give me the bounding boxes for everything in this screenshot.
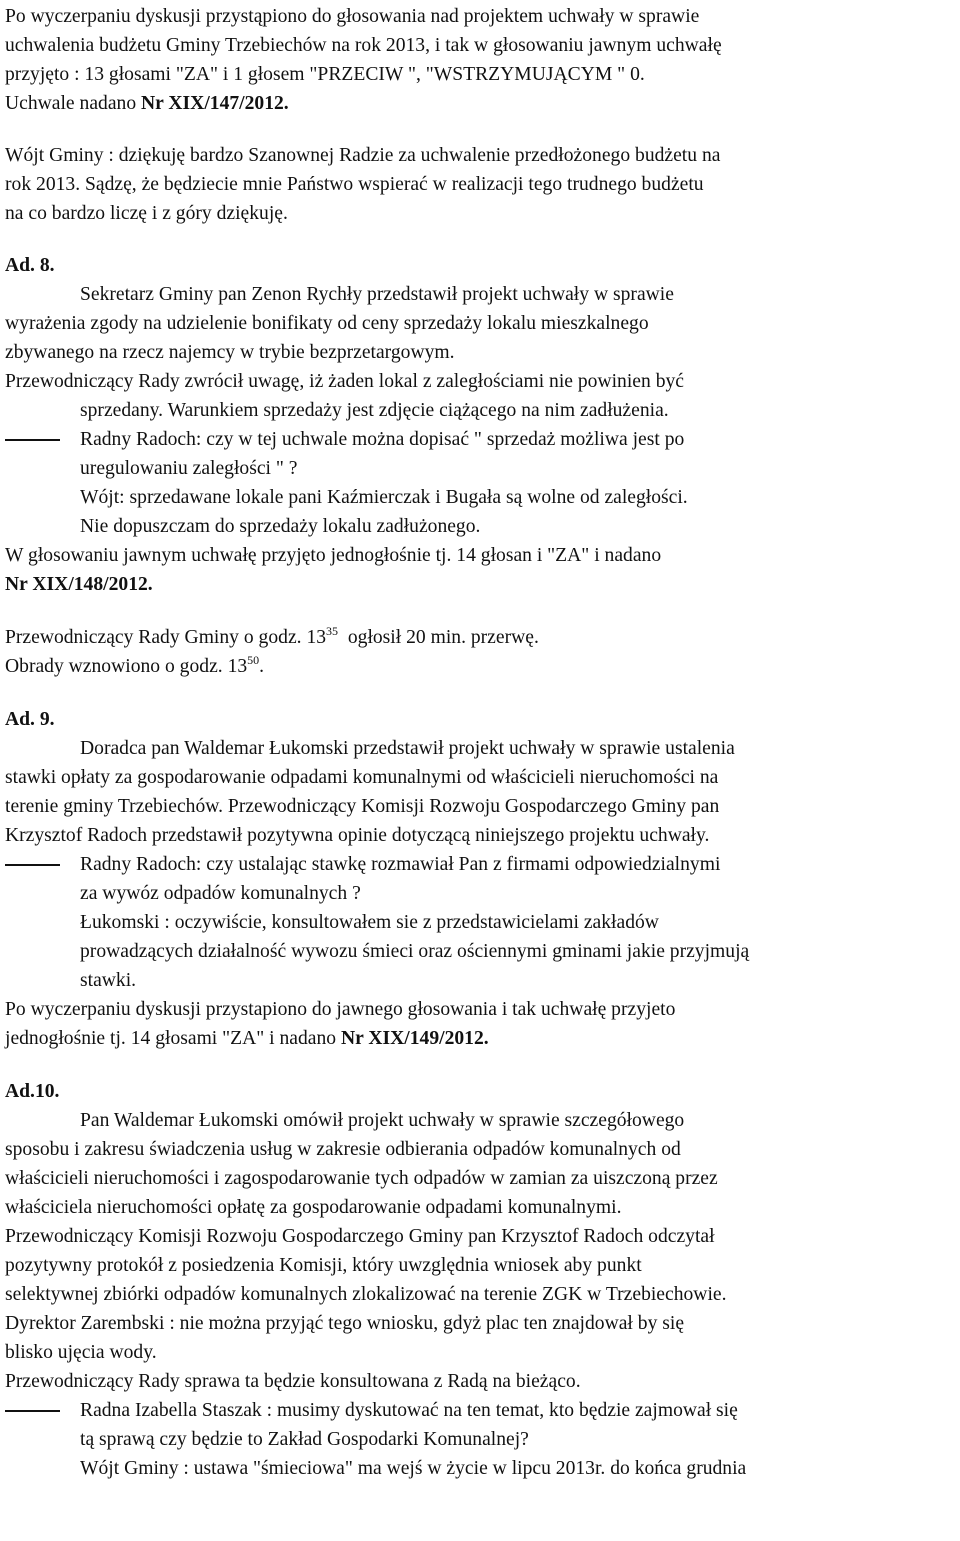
text-line bbox=[5, 623, 960, 652]
superscript-minutes: 50 bbox=[247, 653, 260, 667]
text-line: na co bardzo liczę i z góry dziękuję. bbox=[5, 203, 288, 224]
text-line: za wywóz odpadów komunalnych ? bbox=[80, 883, 361, 904]
text-line: Krzysztof Radoch przedstawił pozytywna opinie dotyczącą niniejszego projektu uchwały. bbox=[5, 825, 710, 846]
text-line: Wójt Gminy : ustawa "śmieciowa" ma wejś w życie w lipcu 2013r. do końca grudnia bbox=[80, 1458, 747, 1479]
text-line: Dyrektor Zarembski : nie można przyjąć tego wniosku, gdyż plac ten znajdował by się bbox=[5, 1313, 685, 1334]
text-line: terenie gminy Trzebiechów. Przewodniczący Komisji Rozwoju Gospodarczego Gminy pan bbox=[5, 796, 720, 817]
text-line: Po wyczerpaniu dyskusji przystąpiono do głosowania nad projektem uchwały w sprawie bbox=[5, 6, 700, 27]
text-line: właściciela nieruchomości opłatę za gospodarowanie odpadami komunalnymi. bbox=[5, 1197, 622, 1218]
text-line bbox=[5, 652, 960, 681]
text-run: Radny Radoch: czy w tej uchwale można dopisać " sprzedaż możliwa jest po bbox=[80, 429, 685, 450]
text-run: jednogłośnie tj. 14 głosami "ZA" i nadano bbox=[5, 1028, 341, 1049]
text-line: Przewodniczący Komisji Rozwoju Gospodarczego Gminy pan Krzysztof Radoch odczytał bbox=[5, 1226, 715, 1247]
text-line: sprzedany. Warunkiem sprzedaży jest zdjęcie ciążącego na nim zadłużenia. bbox=[80, 400, 669, 421]
text-line: Sekretarz Gminy pan Zenon Rychły przedstawił projekt uchwały w sprawie bbox=[80, 284, 674, 305]
text-run: Przewodniczący Rady Gminy o godz. 13 bbox=[5, 627, 327, 648]
text-run: Uchwale nadano bbox=[5, 93, 142, 114]
paragraph-break-notice bbox=[5, 623, 960, 681]
text-line bbox=[5, 1024, 960, 1053]
text-line: Przewodniczący Rady zwrócił uwagę, iż żaden lokal z zaległościami nie powinien być bbox=[5, 371, 684, 392]
paragraph-budget-vote bbox=[5, 2, 960, 118]
text-line: blisko ujęcia wody. bbox=[5, 1342, 157, 1363]
resolution-number: Nr XIX/148/2012. bbox=[5, 574, 153, 595]
text-run: . bbox=[259, 656, 265, 677]
text-run: Radna Izabella Staszak : musimy dyskutować na ten temat, kto będzie zajmował się bbox=[80, 1400, 738, 1421]
text-line bbox=[5, 89, 960, 118]
text-line: zbywanego na rzecz najemcy w trybie bezprzetargowym. bbox=[5, 342, 455, 363]
section-ad-9 bbox=[5, 705, 960, 1053]
section-heading: Ad. 9. bbox=[5, 709, 55, 730]
text-line: Łukomski : oczywiście, konsultowałem sie z przedstawicielami zakładów bbox=[80, 912, 659, 933]
dash-list-item bbox=[5, 425, 960, 454]
text-run: Radny Radoch: czy ustalając stawkę rozmawiał Pan z firmami odpowiedzialnymi bbox=[80, 854, 721, 875]
text-line: przyjęto : 13 głosami "ZA" i 1 głosem "PRZECIW ", "WSTRZYMUJĄCYM " 0. bbox=[5, 64, 645, 85]
text-line: prowadzących działalność wywozu śmieci oraz ościennymi gminami jakie przyjmują bbox=[80, 941, 750, 962]
text-line: Pan Waldemar Łukomski omówił projekt uchwały w sprawie szczegółowego bbox=[80, 1110, 685, 1131]
dash-list-item bbox=[5, 1396, 960, 1425]
text-line: Wójt: sprzedawane lokale pani Kaźmierczak i Bugała są wolne od zaległości. bbox=[80, 487, 688, 508]
section-ad-8 bbox=[5, 251, 960, 599]
text-line: uregulowaniu zaległości " ? bbox=[80, 458, 298, 479]
section-heading: Ad. 8. bbox=[5, 255, 55, 276]
resolution-number: Nr XIX/147/2012. bbox=[141, 93, 289, 114]
text-line: Po wyczerpaniu dyskusji przystapiono do jawnego głosowania i tak uchwałę przyjeto bbox=[5, 999, 676, 1020]
text-line: wyrażenia zgody na udzielenie bonifikaty od ceny sprzedaży lokalu mieszkalnego bbox=[5, 313, 649, 334]
superscript-minutes: 35 bbox=[326, 624, 339, 638]
text-line: Doradca pan Waldemar Łukomski przedstawił projekt uchwały w sprawie ustalenia bbox=[80, 738, 735, 759]
text-line: sposobu i zakresu świadczenia usług w zakresie odbierania odpadów komunalnych od bbox=[5, 1139, 681, 1160]
dash-list-item bbox=[5, 850, 960, 879]
text-line: Nie dopuszczam do sprzedaży lokalu zadłużonego. bbox=[80, 516, 481, 537]
section-heading: Ad.10. bbox=[5, 1081, 60, 1102]
dash-bullet bbox=[5, 439, 60, 441]
text-line: tą sprawą czy będzie to Zakład Gospodarki Komunalnej? bbox=[80, 1429, 529, 1450]
section-ad-10 bbox=[5, 1077, 960, 1483]
text-line: stawki. bbox=[80, 970, 137, 991]
text-run: Obrady wznowiono o godz. 13 bbox=[5, 656, 248, 677]
text-line: W głosowaniu jawnym uchwałę przyjęto jednogłośnie tj. 14 głosan i "ZA" i nadano bbox=[5, 545, 662, 566]
text-line: Przewodniczący Rady sprawa ta będzie konsultowana z Radą na bieżąco. bbox=[5, 1371, 581, 1392]
text-line: selektywnej zbiórki odpadów komunalnych zlokalizować na terenie ZGK w Trzebiechowie. bbox=[5, 1284, 727, 1305]
text-line: rok 2013. Sądzę, że będziecie mnie Państwo wspierać w realizacji tego trudnego budżetu bbox=[5, 174, 704, 195]
paragraph-mayor-thanks bbox=[5, 141, 960, 228]
text-line: stawki opłaty za gospodarowanie odpadami komunalnymi od właścicieli nieruchomości na bbox=[5, 767, 719, 788]
text-line: pozytywny protokół z posiedzenia Komisji, który uwzględnia wniosek aby punkt bbox=[5, 1255, 642, 1276]
text-line: właścicieli nieruchomości i zagospodarowanie tych odpadów w zamian za uiszczoną przez bbox=[5, 1168, 718, 1189]
text-run: ogłosił 20 min. przerwę. bbox=[338, 627, 539, 648]
dash-bullet bbox=[5, 864, 60, 866]
dash-bullet bbox=[5, 1410, 60, 1412]
text-line: Wójt Gminy : dziękuję bardzo Szanownej Radzie za uchwalenie przedłożonego budżetu na bbox=[5, 145, 721, 166]
resolution-number: Nr XIX/149/2012. bbox=[340, 1028, 489, 1049]
text-line: uchwalenia budżetu Gminy Trzebiechów na rok 2013, i tak w głosowaniu jawnym uchwałę bbox=[5, 35, 722, 56]
